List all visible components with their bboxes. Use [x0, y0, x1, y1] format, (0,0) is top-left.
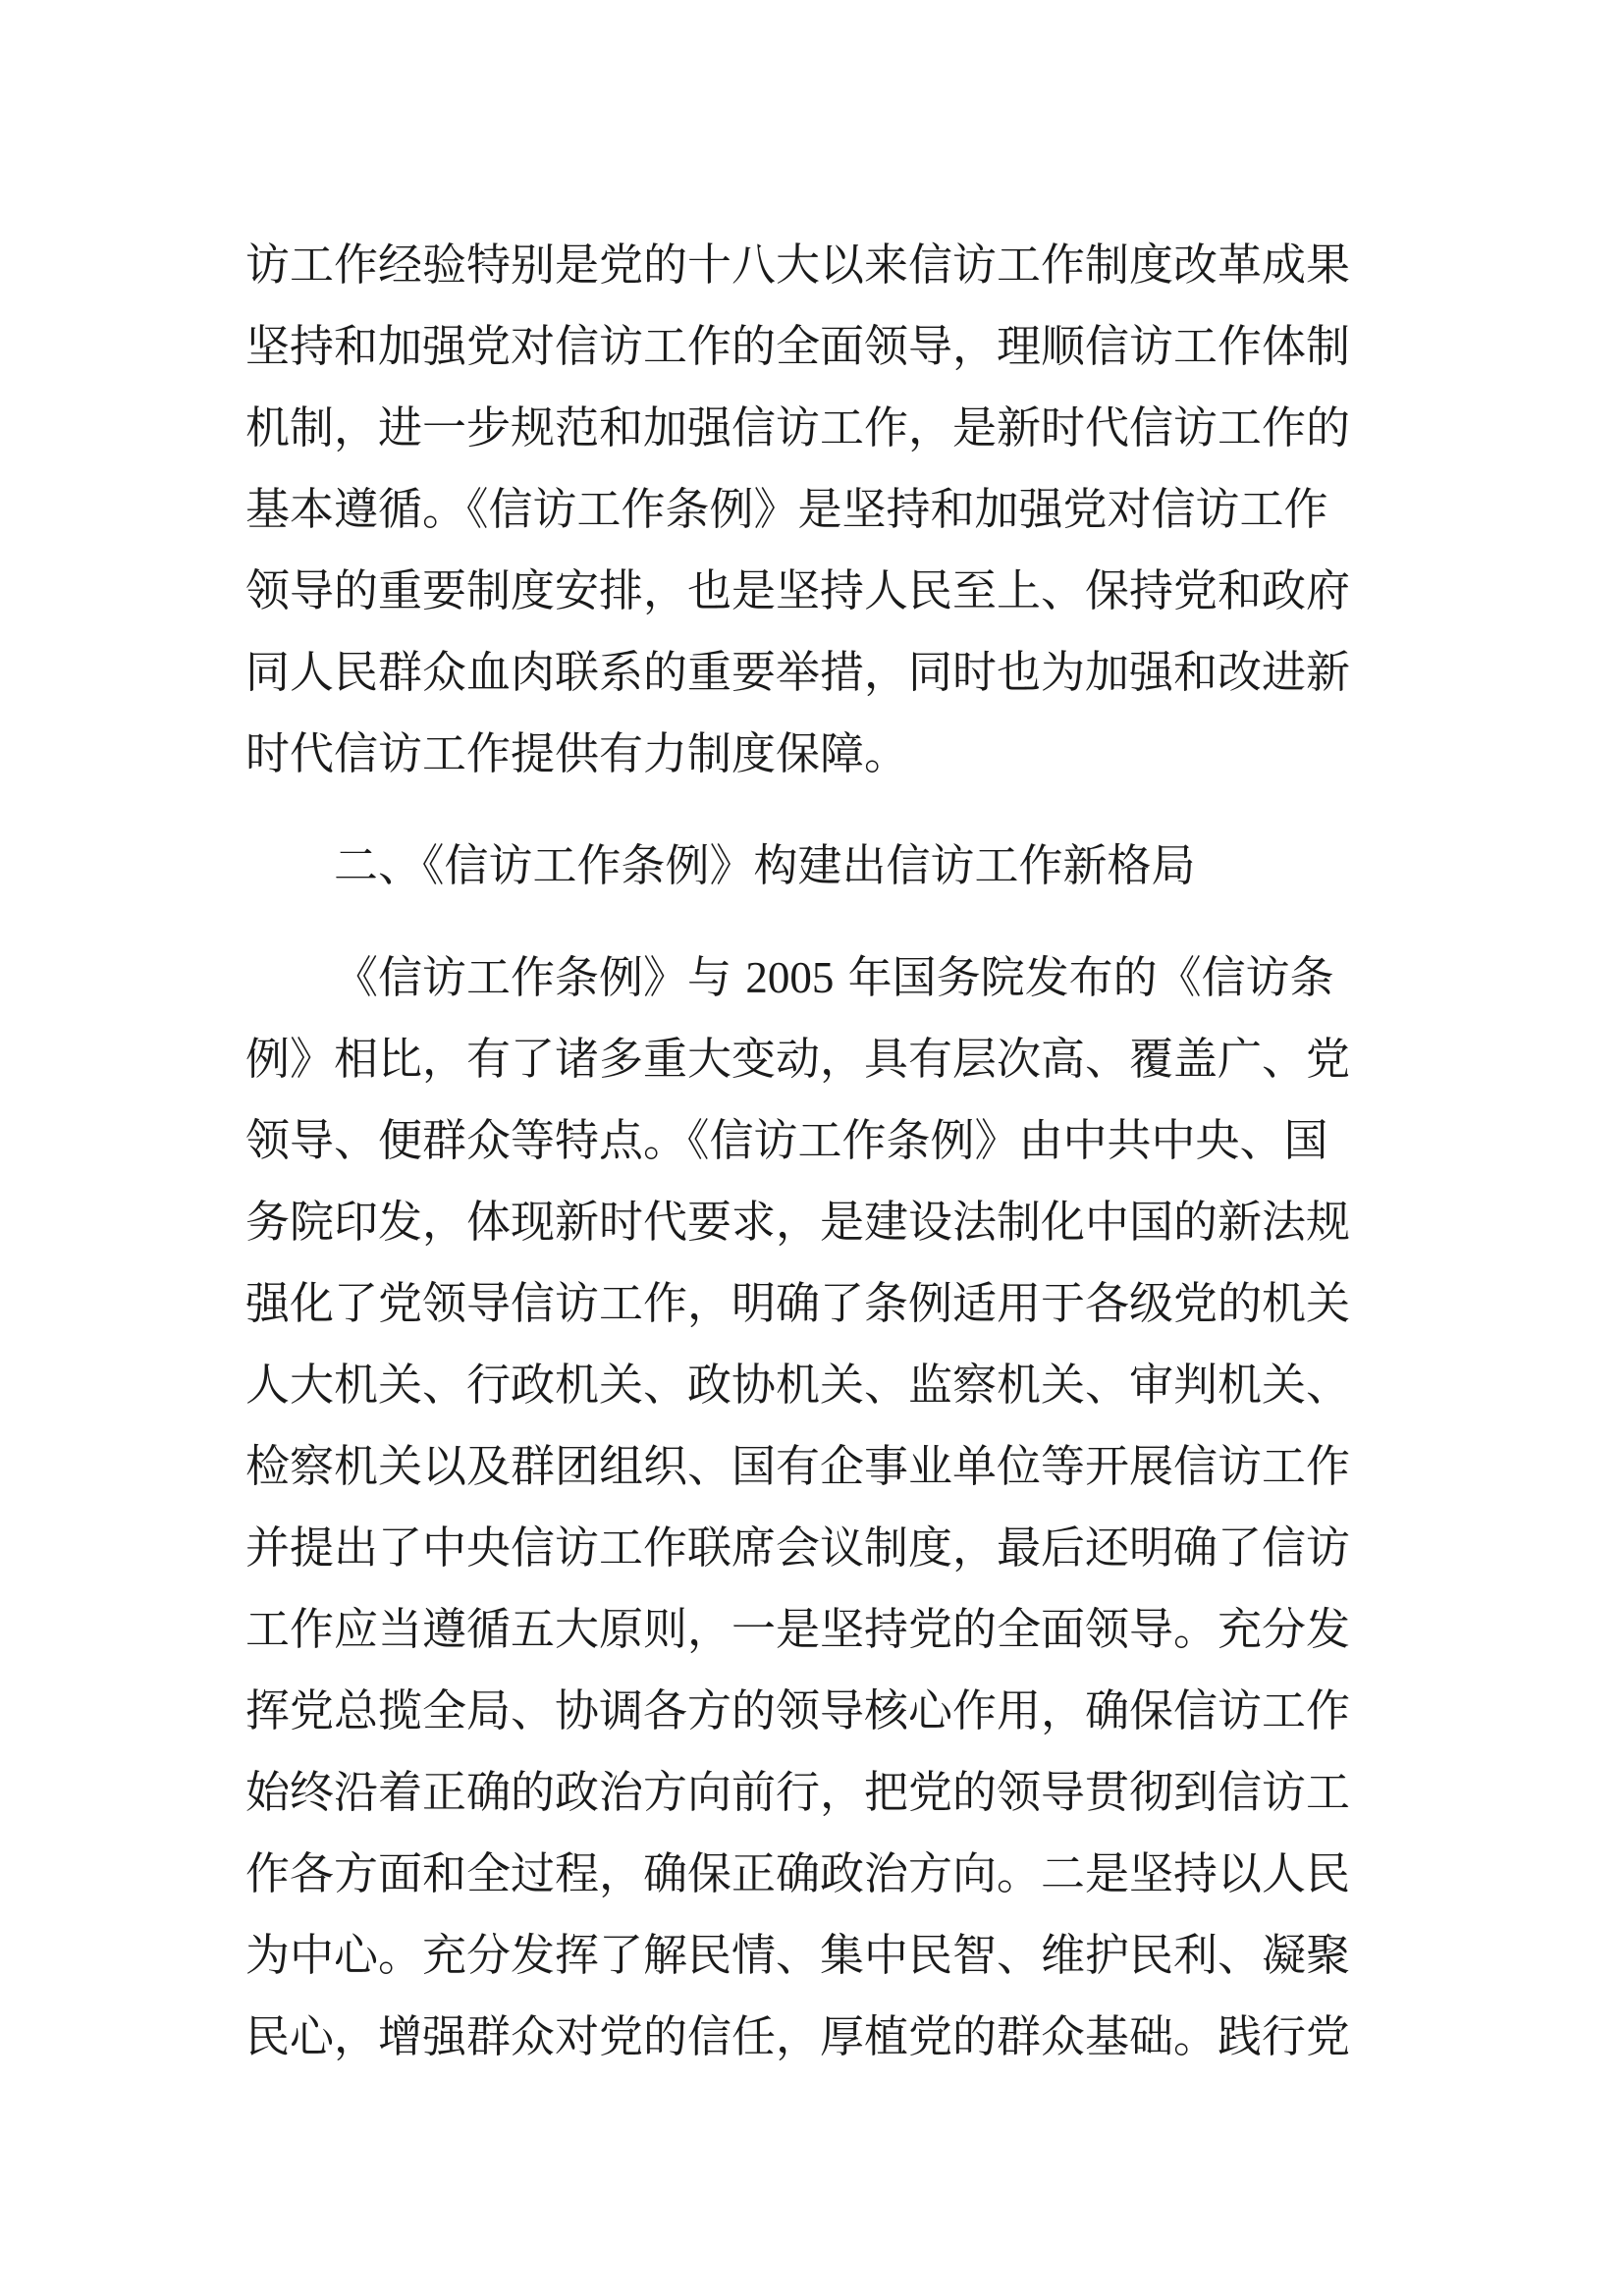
paragraph-line: 为中心。充分发挥了解民情、集中民智、维护民利、凝聚 [245, 1929, 1351, 1981]
paragraph-line: 工作应当遵循五大原则，一是坚持党的全面领导。充分发 [245, 1603, 1351, 1655]
paragraph-first-line-part-b: 年国务院发布的《信访条 [834, 951, 1334, 1003]
paragraph-line: 基本遵循。《信访工作条例》是坚持和加强党对信访工作 [245, 483, 1328, 535]
paragraph-line: 坚持和加强党对信访工作的全面领导，理顺信访工作体制 [245, 320, 1351, 372]
paragraph-first-line-part-a: 《信访工作条例》与 [334, 951, 746, 1003]
paragraph-line: 并提出了中央信访工作联席会议制度，最后还明确了信访 [245, 1522, 1351, 1574]
paragraph-line: 时代信访工作提供有力制度保障。 [245, 727, 909, 779]
paragraph-line: 检察机关以及群团组织、国有企事业单位等开展信访工作 [245, 1440, 1351, 1492]
paragraph-line: 同人民群众血肉联系的重要举措，同时也为加强和改进新 [245, 646, 1351, 698]
paragraph-line: 挥党总揽全局、协调各方的领导核心作用，确保信访工作 [245, 1684, 1351, 1736]
paragraph-line: 访工作经验特别是党的十八大以来信访工作制度改革成果 [245, 239, 1351, 291]
paragraph-line: 始终沿着正确的政治方向前行，把党的领导贯彻到信访工 [245, 1766, 1351, 1818]
paragraph-line: 例》相比，有了诸多重大变动，具有层次高、覆盖广、党 [245, 1033, 1351, 1085]
paragraph-first-line [334, 948, 1334, 1007]
section-heading-text: 二、《信访工作条例》构建出信访工作新格局 [334, 839, 1196, 891]
paragraph-line: 领导、便群众等特点。《信访工作条例》由中共中央、国 [245, 1114, 1328, 1166]
paragraph-line: 作各方面和全过程，确保正确政治方向。二是坚持以人民 [245, 1847, 1351, 1899]
paragraph-line: 民心，增强群众对党的信任，厚植党的群众基础。践行党 [245, 2010, 1351, 2062]
paragraph-line: 领导的重要制度安排，也是坚持人民至上、保持党和政府 [245, 564, 1351, 616]
paragraph-line: 务院印发，体现新时代要求，是建设法制化中国的新法规 [245, 1196, 1351, 1248]
paragraph-line: 强化了党领导信访工作，明确了条例适用于各级党的机关 [245, 1277, 1351, 1329]
paragraph-line: 人大机关、行政机关、政协机关、监察机关、审判机关、 [245, 1359, 1351, 1411]
paragraph-line: 机制，进一步规范和加强信访工作，是新时代信访工作的 [245, 401, 1351, 454]
year-number: 2005 [745, 953, 835, 1002]
